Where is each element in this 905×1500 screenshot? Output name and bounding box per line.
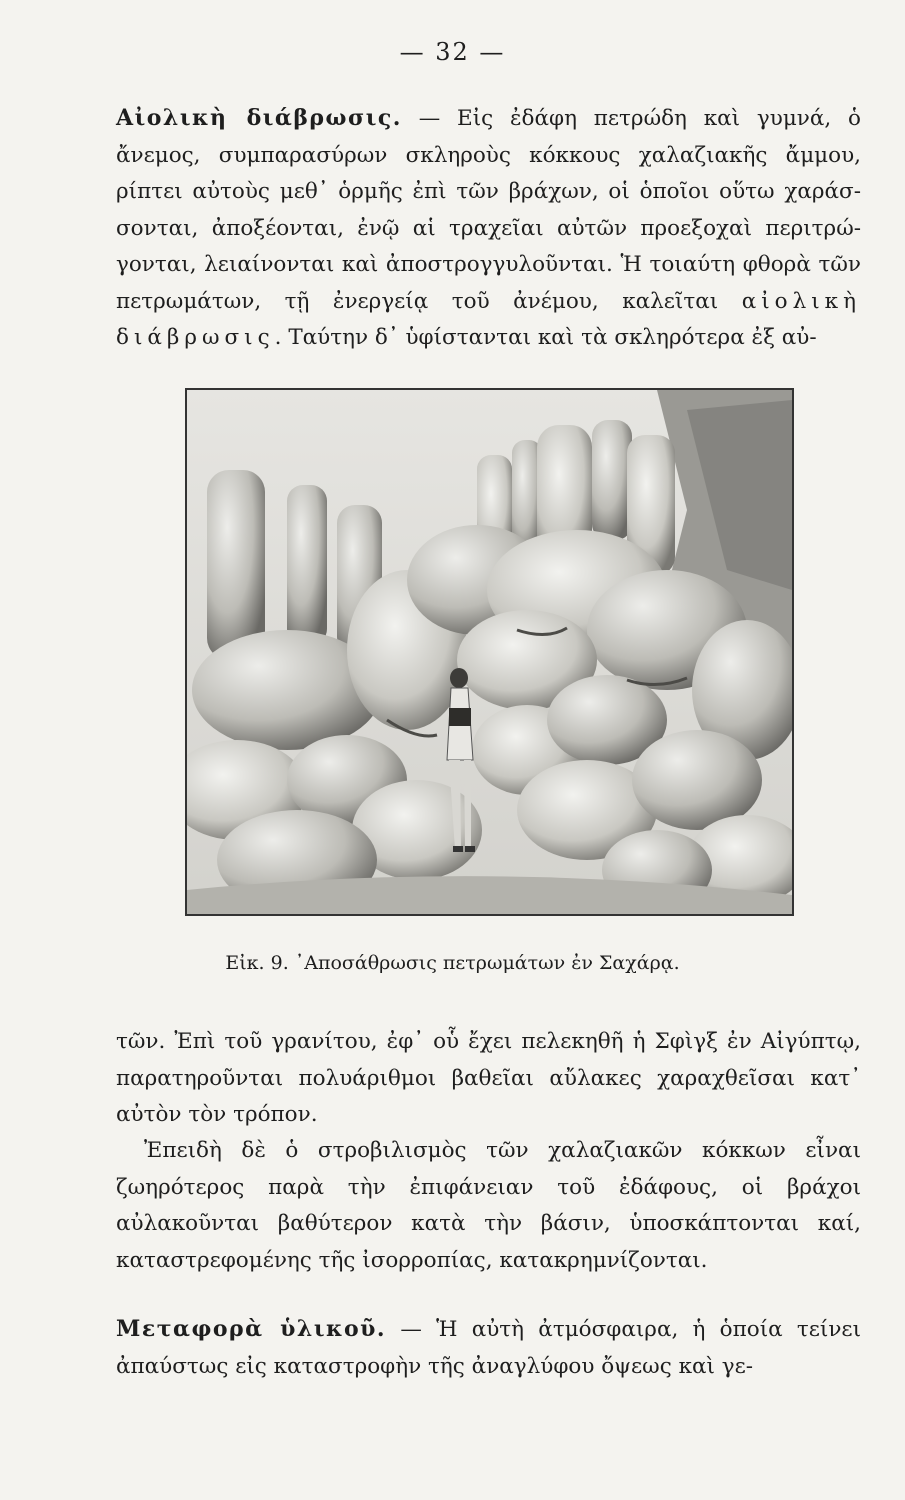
term-aeolian-erosion: αἰολικὴ διάβρωσις (116, 288, 861, 350)
undercutting-paragraph: Ἐπειδὴ δὲ ὁ στροβιλισμὸς τῶν χαλαζιακῶν κόκκων εἶναι ζωηρότερος παρὰ τὴν ἐπιφάνειαν τοῦ ἐδάφους, οἱ βράχοι αὐλακοῦνται βαθύτερον κατὰ τὴν βάσιν, ὑποσκάπτονται καί, καταστρεφομένης τῆς ἰσορροπίας, κατακρημνίζονται. (116, 1138, 861, 1273)
page-number: — 32 — (399, 38, 506, 66)
aeolian-erosion-paragraph (116, 100, 861, 357)
text-line: τῶν πετρωμάτων, τῇ ἐνεργείᾳ τοῦ ἀνέμου, καλεῖται (116, 252, 861, 314)
text-line: — Ἡ αὐτὴ ἀτμόσφαιρα, ἡ ὁποία τείνει ἀπαύστως εἰς καταστροφὴν τῆς ἀναγλύφου ὄψεως καὶ γε- (116, 1317, 861, 1379)
section-heading-aeolian-erosion: Αἰολικὴ διάβρωσις. (116, 105, 402, 131)
text-line: . Ταύτην δ᾽ ὑφίστανται καὶ τὰ σκληρότερα ἐξ αὐ- (274, 325, 817, 350)
text-line: σονται, ἀποξέονται, ἐνῷ αἱ τραχεῖαι αὐτῶν προεξοχαὶ περιτρώ- (116, 215, 861, 241)
text-line: — Εἰς ἐδάφη πετρώδη καὶ γυμνά, (418, 106, 832, 131)
material-transport-paragraph (116, 1311, 861, 1385)
figure-caption: Εἰκ. 9. ᾿Αποσάθρωσις πετρωμάτων ἐν Σαχάρᾳ. (225, 952, 680, 974)
figure-rock-weathering-photo (185, 388, 794, 916)
text-line: γονται, λειαίνονται καὶ ἀποστρογγυλοῦνται. Ἡ τοιαύτη φθορὰ (116, 252, 811, 277)
section-heading-material-transport: Μεταφορὰ ὑλικοῦ. (116, 1316, 387, 1342)
text-line: ὁ ἄνεμος, συμπαρασύρων σκληροὺς κόκκους χαλαζιακῆς ἄμμου, (116, 106, 861, 168)
text-line: ρίπτει αὐτοὺς μεθ᾽ ὁρμῆς ἐπὶ τῶν βράχων, οἱ ὁποῖοι οὕτω χαράσ- (116, 179, 861, 204)
granite-paragraph: τῶν. Ἐπὶ τοῦ γρανίτου, ἐφ᾽ οὗ ἔχει πελεκηθῆ ἡ Σφὶγξ ἐν Αἰγύπτῳ, παρατηροῦνται πολυάριθμοι βαθεῖαι αὔλακες χαραχθεῖσαι κατ᾽ αὐτὸν τὸν τρόπον. (116, 1029, 861, 1127)
rock-photo-illustration (187, 390, 792, 914)
